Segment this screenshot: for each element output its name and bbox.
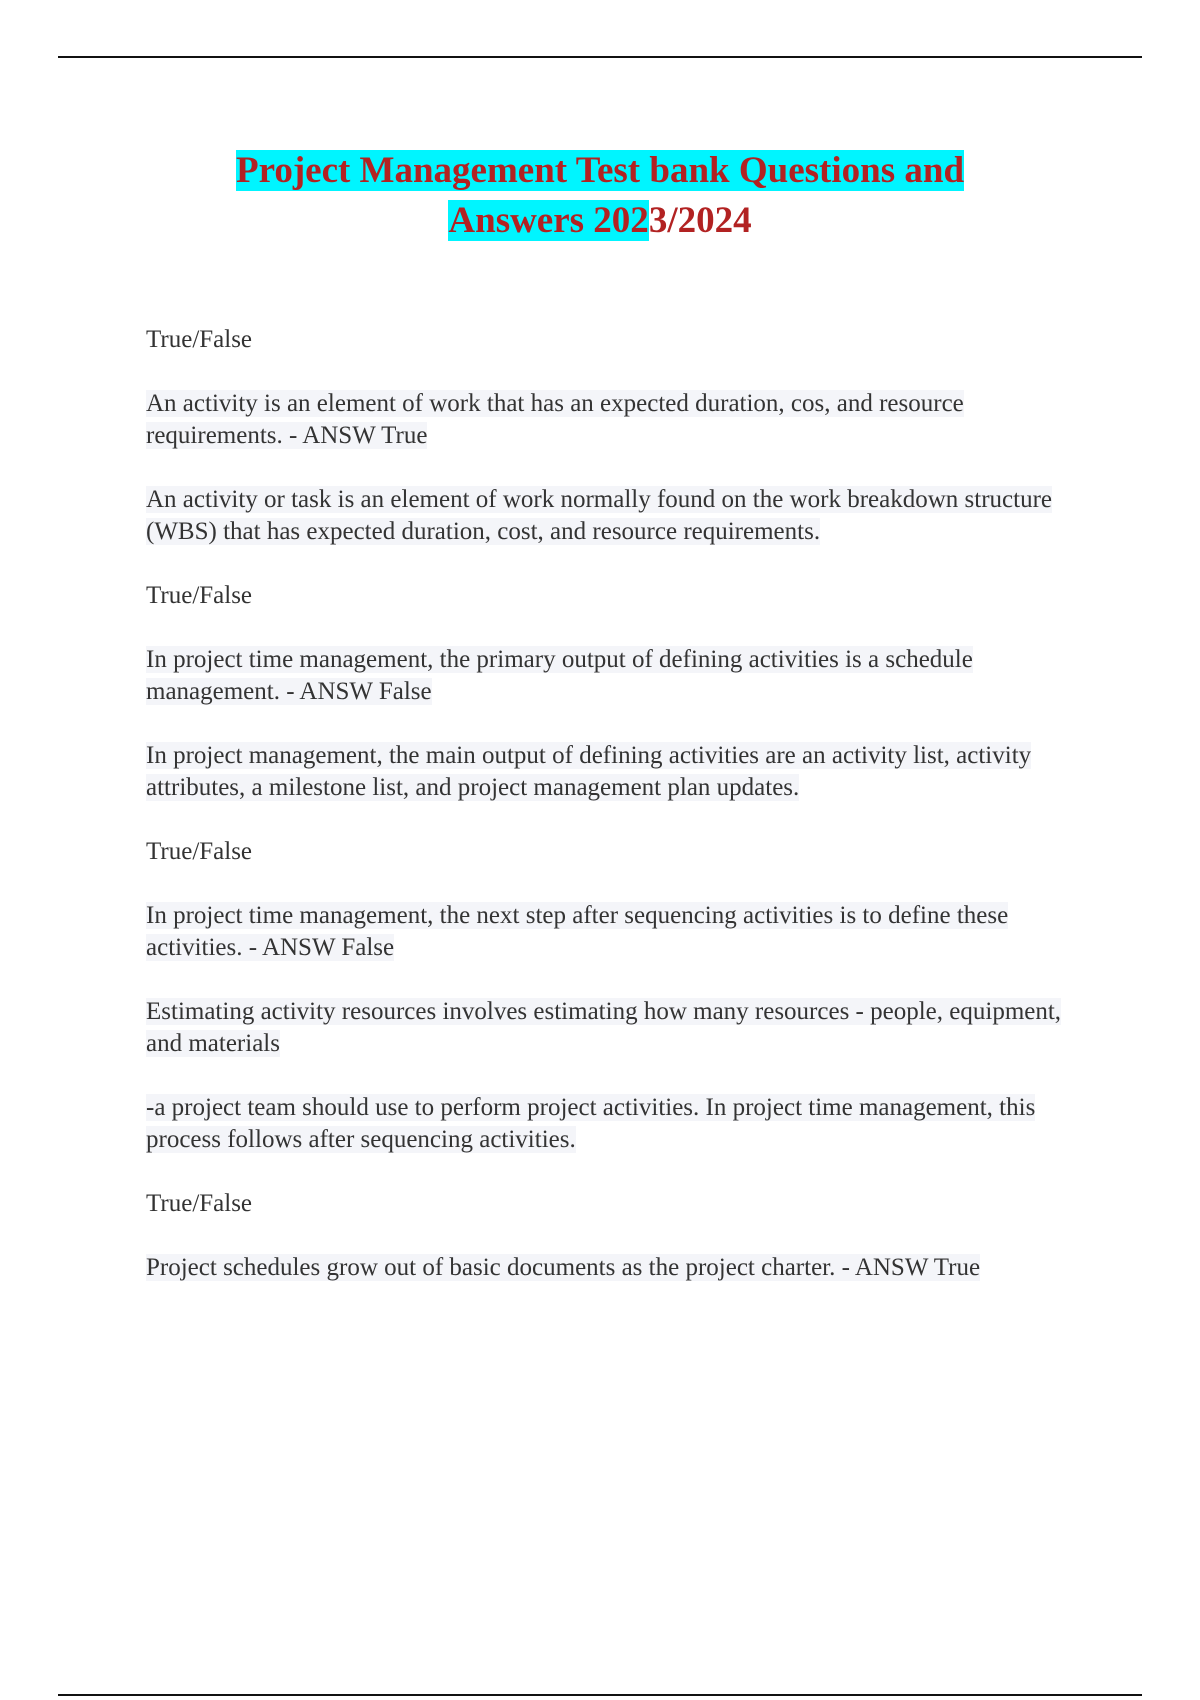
document-body <box>146 324 1086 1316</box>
paragraph-true-false-label <box>146 580 1086 612</box>
paragraph-explanation <box>146 996 1086 1060</box>
paragraph-text: True/False <box>146 582 253 609</box>
paragraph-text: Project schedules grow out of basic documents as the project charter. - ANSW True <box>146 1254 981 1281</box>
title-line-2 <box>0 196 1200 246</box>
title-line-1-text: Project Management Test bank Questions and <box>235 150 965 191</box>
paragraph-text: In project time management, the next step after sequencing activities is to define these activities. - ANSW False <box>146 902 1009 961</box>
paragraph-question <box>146 644 1086 708</box>
paragraph-text: In project time management, the primary output of defining activities is a schedule management. - ANSW False <box>146 646 973 705</box>
paragraph-text: -a project team should use to perform project activities. In project time management, this process follows after sequencing activities. <box>146 1094 1036 1153</box>
paragraph-explanation <box>146 1092 1086 1156</box>
paragraph-question <box>146 388 1086 452</box>
paragraph-question <box>146 1252 1086 1284</box>
paragraph-explanation <box>146 484 1086 548</box>
document-title <box>0 146 1200 246</box>
paragraph-text: True/False <box>146 326 253 353</box>
paragraph-true-false-label <box>146 1188 1086 1220</box>
header-rule <box>58 56 1142 58</box>
paragraph-text: True/False <box>146 1190 253 1217</box>
paragraph-text: In project management, the main output of defining activities are an activity list, activity attributes, a milestone list, and project management plan updates. <box>146 742 1032 801</box>
paragraph-text: An activity is an element of work that has an expected duration, cos, and resource requirements. - ANSW True <box>146 390 964 449</box>
paragraph-text: Estimating activity resources involves estimating how many resources - people, equipment, and materials <box>146 998 1062 1057</box>
paragraph-true-false-label <box>146 324 1086 356</box>
paragraph-text: True/False <box>146 838 253 865</box>
title-line-2-highlighted-text: Answers 202 <box>448 200 649 241</box>
footer-rule <box>58 1694 1142 1696</box>
title-line-2-rest-text: 3/2024 <box>648 200 752 241</box>
paragraph-explanation <box>146 740 1086 804</box>
paragraph-true-false-label <box>146 836 1086 868</box>
paragraph-text: An activity or task is an element of work normally found on the work breakdown structure (WBS) that has expected duration, cost, and resource requirements. <box>146 486 1053 545</box>
title-line-1 <box>0 146 1200 196</box>
paragraph-question <box>146 900 1086 964</box>
